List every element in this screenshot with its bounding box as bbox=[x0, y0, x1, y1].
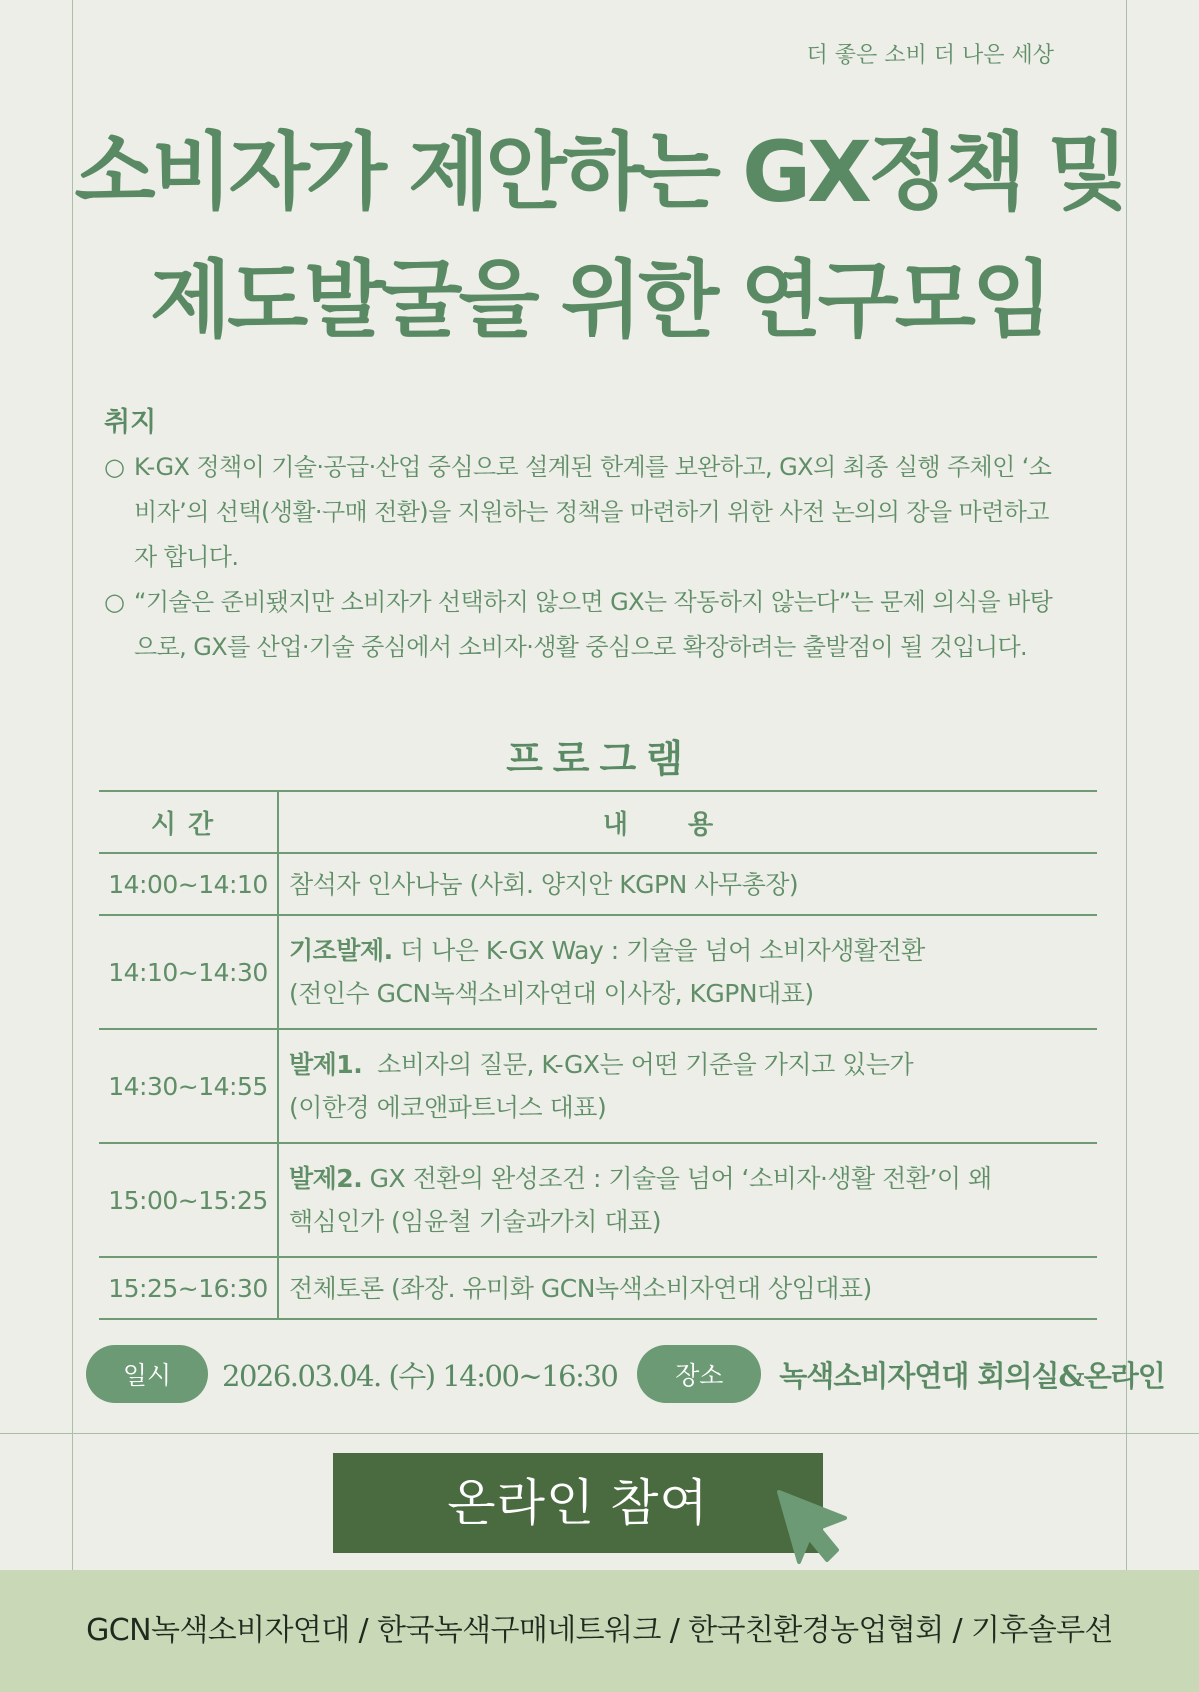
table-header-row bbox=[99, 791, 1097, 853]
row-content bbox=[278, 853, 1097, 915]
place-label-pill: 장소 bbox=[637, 1345, 761, 1403]
horizontal-divider bbox=[0, 1433, 1199, 1434]
header-content: 내용 bbox=[278, 791, 1097, 853]
row-time: 14:00~14:10 bbox=[99, 853, 278, 915]
bullet-circle-icon: ○ bbox=[104, 453, 125, 481]
table-row bbox=[99, 915, 1097, 1029]
row-time: 14:10~14:30 bbox=[99, 915, 278, 1029]
row-line1: GX 전환의 완성조건 : 기술을 넘어 ‘소비자·생활 전환’이 왜 bbox=[362, 1164, 992, 1193]
title-line-2: 제도발굴을 위한 연구모임 bbox=[149, 251, 1050, 349]
row-time: 14:30~14:55 bbox=[99, 1029, 278, 1143]
purpose-item bbox=[104, 445, 1064, 580]
program-table bbox=[99, 790, 1097, 1320]
row-line1: 참석자 인사나눔 (사회. 양지안 KGPN 사무총장) bbox=[289, 869, 799, 899]
table-row bbox=[99, 1257, 1097, 1319]
page-title bbox=[0, 108, 1199, 364]
footer-organizers: GCN녹색소비자연대 / 한국녹색구매네트워크 / 한국친환경농업협회 / 기후솔루션 bbox=[0, 1570, 1199, 1692]
row-content bbox=[278, 915, 1097, 1029]
online-join-button[interactable]: 온라인 참여 bbox=[333, 1453, 823, 1553]
table-row bbox=[99, 853, 1097, 915]
program-title: 프로그램 bbox=[506, 737, 693, 781]
row-line2: (전인수 GCN녹색소비자연대 이사장, KGPN대표) bbox=[289, 979, 814, 1008]
table-row bbox=[99, 1143, 1097, 1257]
row-time: 15:25~16:30 bbox=[99, 1257, 278, 1319]
row-line1: 소비자의 질문, K-GX는 어떤 기준을 가지고 있는가 bbox=[362, 1050, 914, 1079]
row-content bbox=[278, 1143, 1097, 1257]
row-label: 발제1. bbox=[289, 1050, 363, 1079]
purpose-text: K-GX 정책이 기술·공급·산업 중심으로 설계된 한계를 보완하고, GX의 최종 실행 주체인 ‘소비자’의 선택(생활·구매 전환)을 지원하는 정책을 마련하기 위한 사전 논의의 장을 마련하고자 합니다. bbox=[134, 453, 1052, 571]
tagline: 더 좋은 소비 더 나은 세상 bbox=[806, 43, 1054, 68]
title-line-1: 소비자가 제안하는 GX정책 및 bbox=[74, 123, 1125, 221]
event-info bbox=[86, 1345, 1165, 1403]
date-label-pill: 일시 bbox=[86, 1345, 208, 1403]
row-label: 발제2. bbox=[289, 1164, 363, 1193]
row-line2: 핵심인가 (임윤철 기술과가치 대표) bbox=[289, 1207, 661, 1236]
row-label: 기조발제. bbox=[289, 936, 393, 965]
row-content bbox=[278, 1257, 1097, 1319]
table-row bbox=[99, 1029, 1097, 1143]
row-line2: (이한경 에코앤파트너스 대표) bbox=[289, 1093, 607, 1122]
header-time: 시간 bbox=[99, 791, 278, 853]
row-time: 15:00~15:25 bbox=[99, 1143, 278, 1257]
row-line1: 더 나은 K-GX Way : 기술을 넘어 소비자생활전환 bbox=[392, 936, 925, 965]
row-content bbox=[278, 1029, 1097, 1143]
purpose-item bbox=[104, 580, 1064, 670]
purpose-section bbox=[104, 400, 1064, 670]
purpose-text: “기술은 준비됐지만 소비자가 선택하지 않으면 GX는 작동하지 않는다”는 문제 의식을 바탕으로, GX를 산업·기술 중심에서 소비자·생활 중심으로 확장하려는 출발점이 될 것입니다. bbox=[134, 588, 1053, 661]
bullet-circle-icon: ○ bbox=[104, 588, 125, 616]
pointer-cursor-icon bbox=[775, 1488, 853, 1566]
place-value: 녹색소비자연대 회의실&온라인 bbox=[779, 1358, 1165, 1393]
purpose-heading: 취지 bbox=[104, 407, 157, 438]
date-value: 2026.03.04. (수) 14:00~16:30 bbox=[222, 1358, 618, 1393]
row-line1: 전체토론 (좌장. 유미화 GCN녹색소비자연대 상임대표) bbox=[289, 1273, 872, 1303]
